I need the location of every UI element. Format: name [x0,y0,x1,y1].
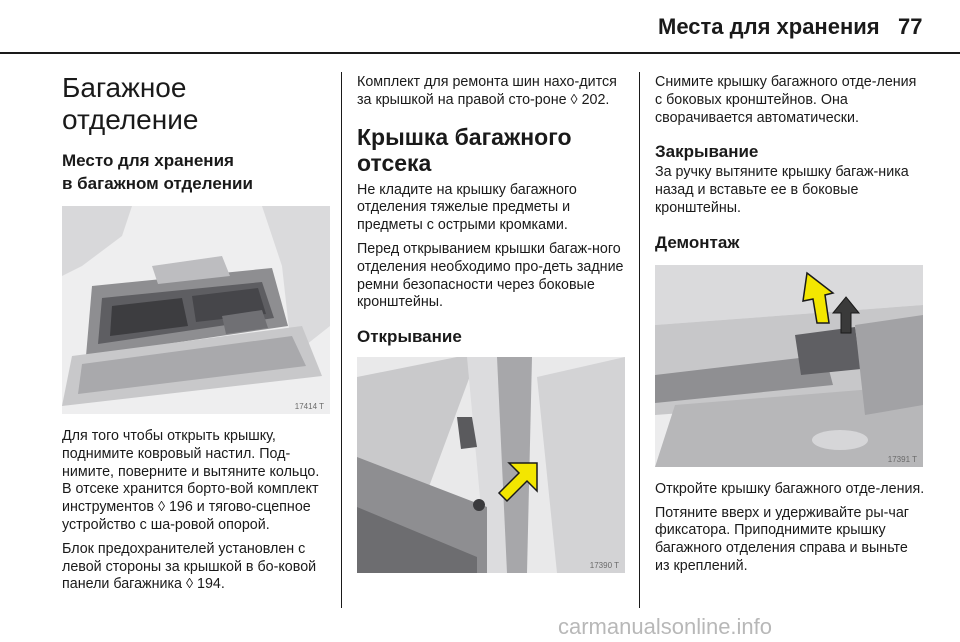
subsection-title-open: Открывание [357,327,462,347]
column-divider-1 [341,72,342,608]
paragraph: Перед открыванием крышки багаж-ного отделения необходимо про-деть задние ремни безопасности через боковые кронштейны. [357,240,624,311]
figure-code: 17414 T [294,402,324,411]
page-header [0,0,960,52]
figure-code: 17390 T [589,561,619,571]
paragraph: За ручку вытяните крышку багаж-ника назад и вставьте ее в боковые кронштейны. [655,164,909,216]
cover-remove-illustration [655,265,923,467]
paragraph: Снимите крышку багажного отде-ления с боковых кронштейнов. Она сворачивается автоматически. [655,74,917,126]
paragraph: Для того чтобы открыть крышку, поднимите ковровый настил. Под-нимите, поверните и вытяните кольцо. В отсеке хранится борто-вой комплект инструментов ◊ 196 и тягово-сцепное устройство с ша-ровой опорой. [62,428,320,533]
subsection-title-line1: Место для хранения [62,151,234,170]
cover-open-illustration [357,357,625,573]
paragraph: Комплект для ремонта шин нахо-дится за крышкой на правой сто-роне ◊ 202. [357,74,617,108]
paragraph: Не кладите на крышку багажного отделения тяжелые предметы и предметы с острыми кромками. [357,181,577,234]
subsection-title-close: Закрывание [655,142,759,162]
section-title: Багажное отделение [62,72,199,135]
subsection-title-remove: Демонтаж [655,232,740,252]
figure-cover-open [357,357,625,573]
section-title-cover: Крышка багажного отсека [357,123,572,176]
paragraph: Откройте крышку багажного отде-ления. [655,480,925,497]
column-divider-2 [639,72,640,608]
arrow-pointer-yellow-icon [497,461,541,505]
paragraph: Потяните вверх и удерживайте ры-чаг фиксатора. Приподнимите крышку багажного отделения справа и выньте из креплений. [655,504,909,574]
subsection-title-line2: в багажном отделении [62,174,253,193]
trunk-floor-illustration [62,206,330,414]
page-number: 77 [898,14,923,39]
header-title: Места для хранения [658,14,880,39]
paragraph: Блок предохранителей установлен с левой стороны за крышкой в бо-ковой панели багажника ◊ 194. [62,540,317,593]
figure-trunk-floor [62,206,330,414]
figure-code: 17391 T [887,454,917,464]
watermark: carmanualsonline.info [558,614,773,639]
column-2 [357,72,625,573]
column-1 [62,72,330,600]
header-rule [0,52,960,54]
figure-cover-remove [655,265,923,467]
column-3 [655,72,925,582]
arrow-up-gray-icon [831,295,861,335]
